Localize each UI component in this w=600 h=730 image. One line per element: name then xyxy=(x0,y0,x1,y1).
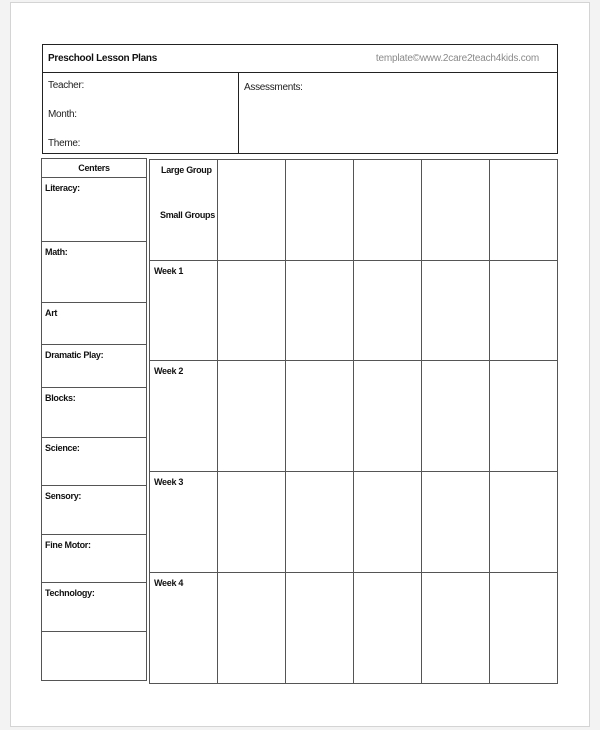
month-label: Month: xyxy=(48,109,77,120)
teacher-label: Teacher: xyxy=(48,80,84,91)
week-label: Week 2 xyxy=(154,366,184,376)
center-label: Dramatic Play: xyxy=(45,350,104,360)
title-bar xyxy=(43,45,557,73)
document-title: Preschool Lesson Plans xyxy=(48,53,157,64)
center-row-sensory xyxy=(42,486,146,535)
teacher-info-section xyxy=(43,73,239,153)
center-row-blocks xyxy=(42,388,146,438)
center-row-technology xyxy=(42,583,146,632)
column-divider xyxy=(217,160,218,683)
center-row-art xyxy=(42,303,146,345)
center-label: Art xyxy=(45,308,58,318)
center-label: Technology: xyxy=(45,588,95,598)
centers-column xyxy=(41,158,147,681)
center-row-dramatic-play xyxy=(42,345,146,388)
column-divider xyxy=(285,160,286,683)
week-label: Week 3 xyxy=(154,477,184,487)
centers-heading-cell xyxy=(42,159,146,178)
center-row-blank xyxy=(42,632,146,680)
centers-heading: Centers xyxy=(78,163,110,173)
column-divider xyxy=(421,160,422,683)
column-divider xyxy=(353,160,354,683)
weekly-schedule-grid xyxy=(149,159,558,684)
center-label: Literacy: xyxy=(45,183,80,193)
small-groups-label: Small Groups xyxy=(160,210,215,220)
source-credit: template©www.2care2teach4kids.com xyxy=(375,53,539,64)
theme-label: Theme: xyxy=(48,138,81,149)
center-label: Blocks: xyxy=(45,393,76,403)
large-group-label: Large Group xyxy=(161,165,212,175)
center-label: Fine Motor: xyxy=(45,540,91,550)
center-row-literacy xyxy=(42,178,146,242)
center-label: Sensory: xyxy=(45,491,82,501)
week-label: Week 1 xyxy=(154,266,184,276)
column-divider xyxy=(489,160,490,683)
center-label: Science: xyxy=(45,443,80,453)
center-row-math xyxy=(42,242,146,303)
center-row-fine-motor xyxy=(42,535,146,583)
week-label: Week 4 xyxy=(154,578,184,588)
header-box xyxy=(42,44,558,154)
assessments-label: Assessments: xyxy=(244,82,303,93)
center-label: Math: xyxy=(45,247,68,257)
center-row-science xyxy=(42,438,146,486)
